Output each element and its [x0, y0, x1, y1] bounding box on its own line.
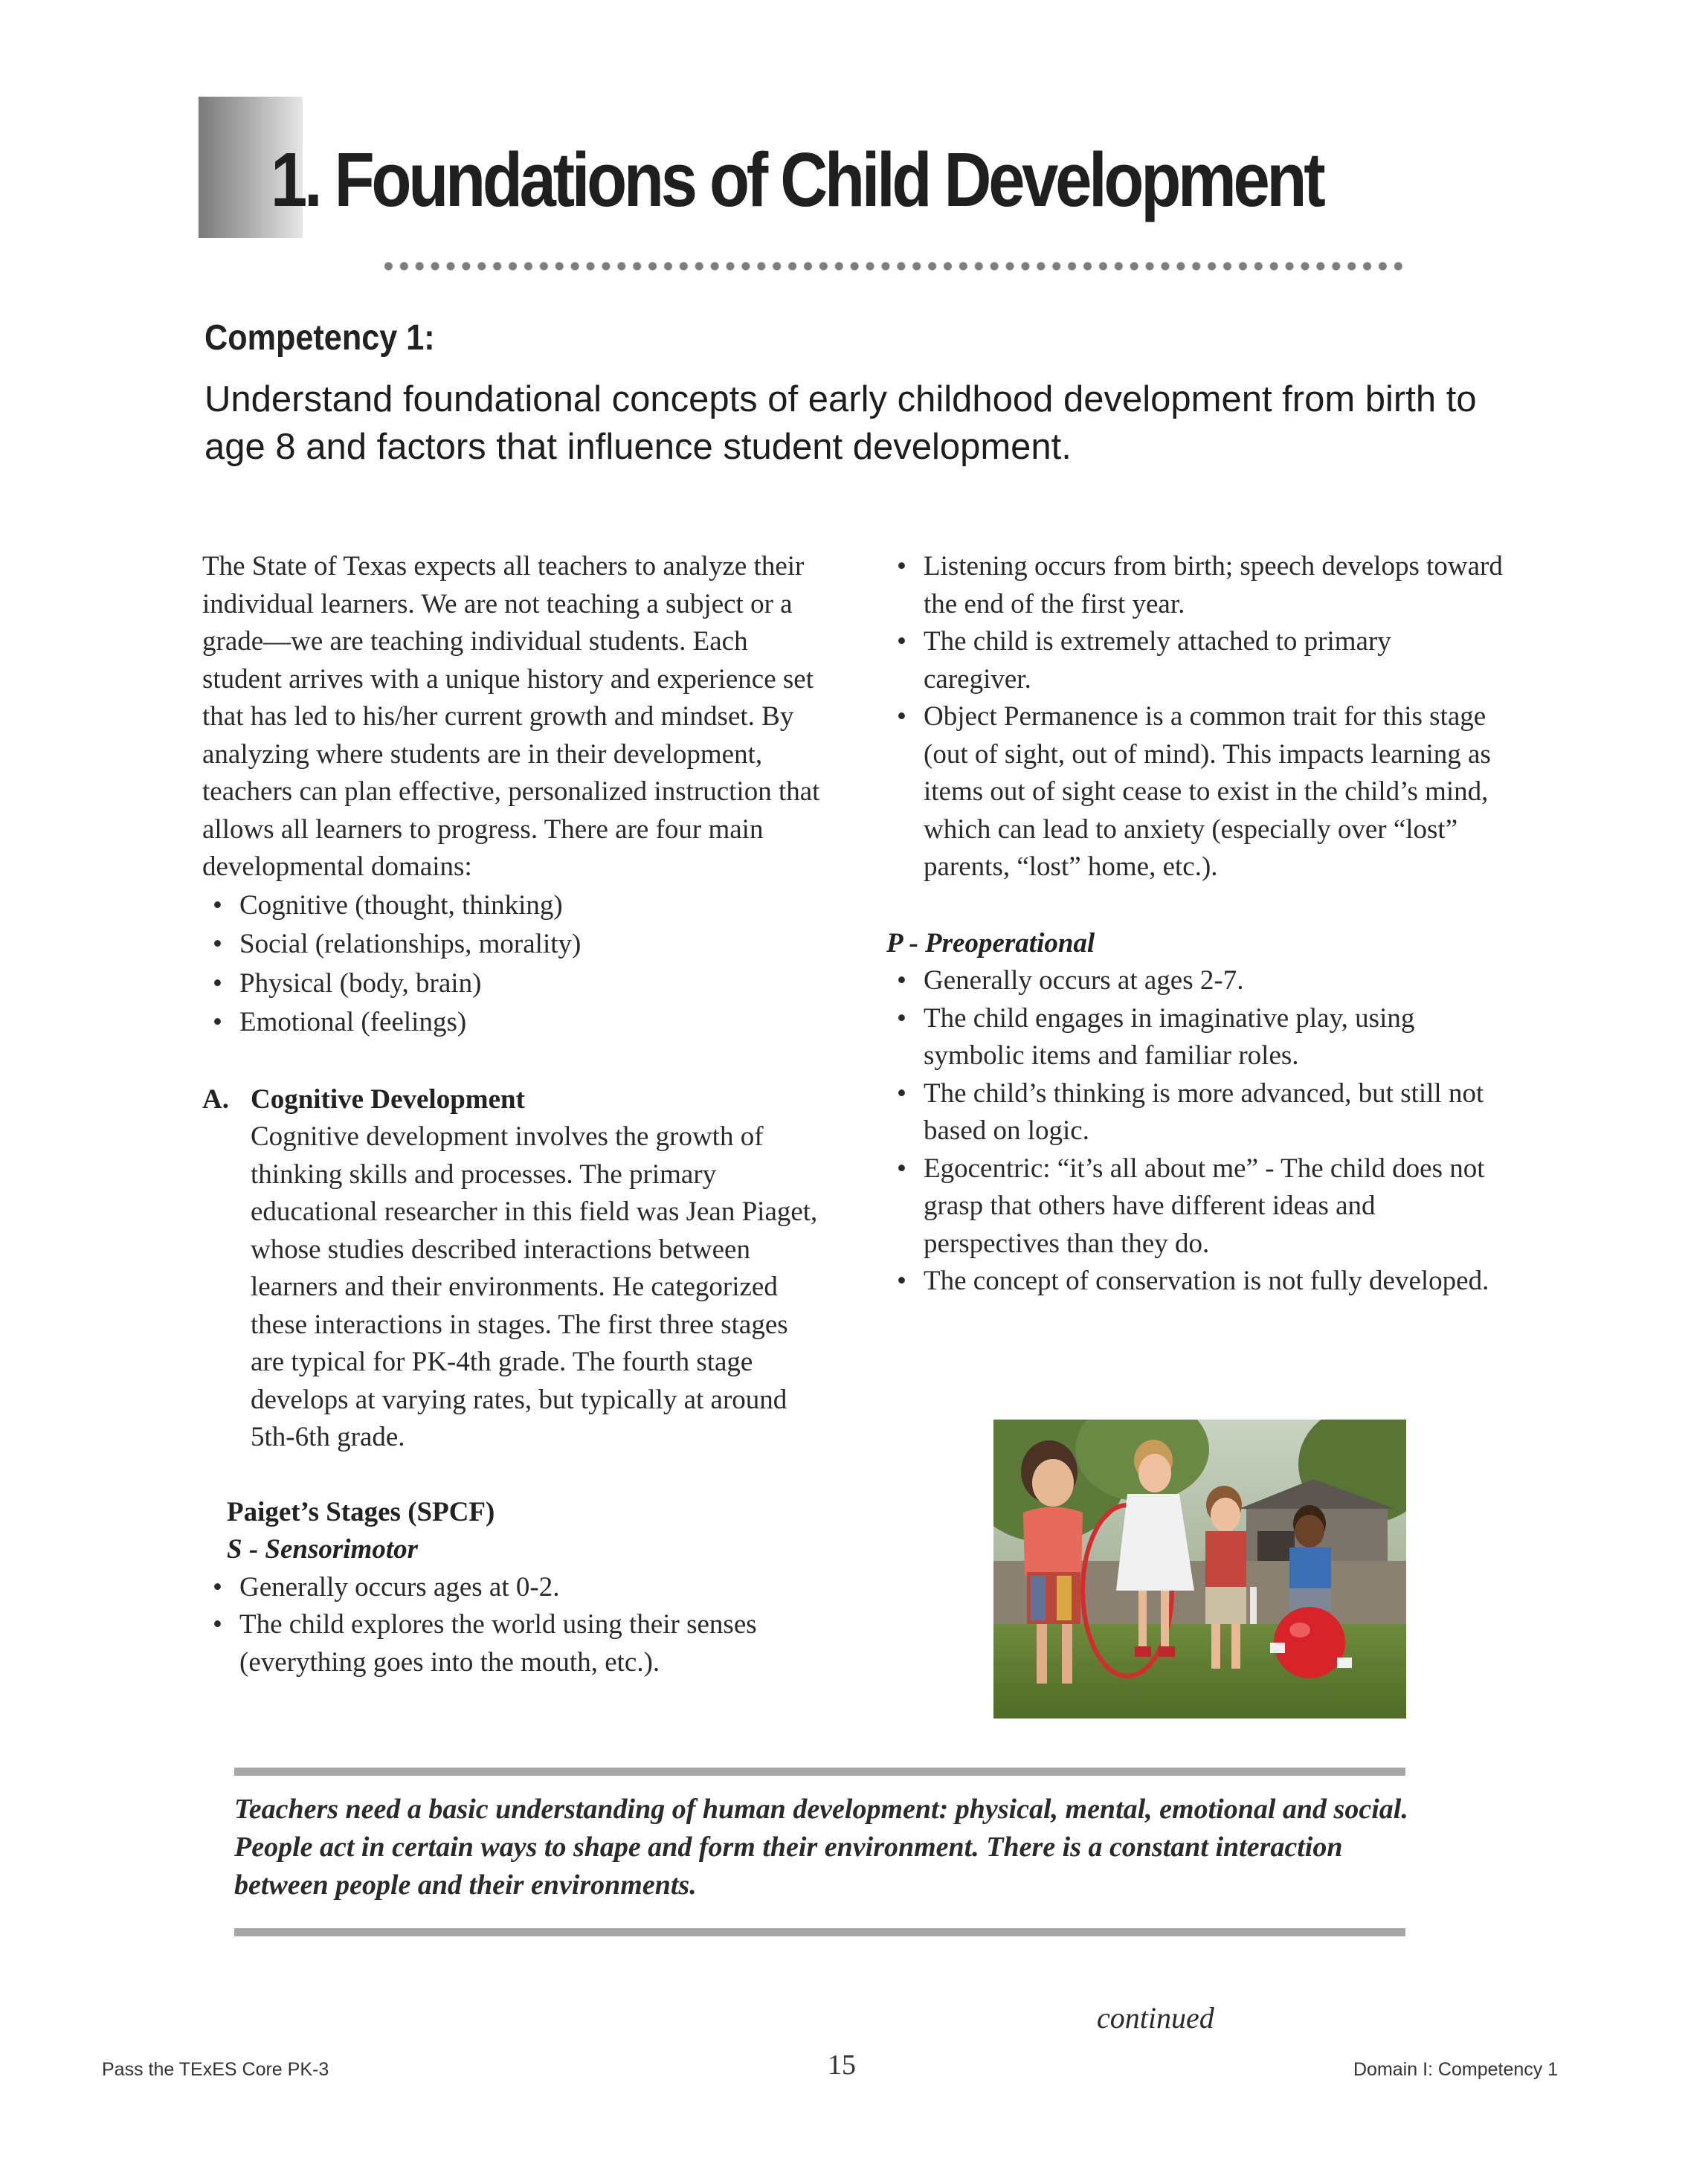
footer-section: Domain I: Competency 1 — [1353, 2059, 1559, 2080]
competency-statement: Understand foundational concepts of early childhood development from birth to age 8 and factors that influence student development. — [204, 379, 1477, 467]
list-item: • Physical (body, brain) — [202, 964, 827, 1004]
preoperational-heading: P - Preoperational — [886, 927, 1095, 959]
stages-heading: Paiget’s Stages (SPCF) — [227, 1496, 495, 1527]
list-item: • Cognitive (thought, thinking) — [202, 886, 827, 926]
section-heading — [202, 1081, 827, 1119]
left-column — [202, 548, 827, 1681]
list-item: • Listening occurs from birth; speech develops toward the end of the first year. — [886, 548, 1504, 623]
page-number: 15 — [828, 2049, 856, 2081]
children-playing-photo — [993, 1420, 1406, 1718]
callout-text: Teachers need a basic understanding of human development: physical, mental, emotional and social. People act in certain ways to shape and form their environment. There is a constant interaction between people and their environments. — [234, 1794, 1408, 1901]
list-item: • Object Permanence is a common trait for this stage (out of sight, out of mind). This impacts learning as items out of sight cease to exist in the child’s mind, which can lead to anxiety (especially over “lost” parents, “lost” home, etc.). — [886, 698, 1504, 886]
preoperational-list — [886, 962, 1504, 1301]
sensorimotor-heading: S - Sensorimotor — [227, 1534, 419, 1565]
dotted-divider — [381, 261, 1407, 271]
callout-bottom-rule — [234, 1928, 1405, 1936]
callout-top-rule — [234, 1768, 1405, 1776]
list-item: • Generally occurs at ages 2-7. — [886, 962, 1504, 1000]
sensorimotor-list — [202, 1569, 827, 1682]
intro-paragraph: The State of Texas expects all teachers to analyze their individual learners. We are not teaching a subject or a grade—we are teaching individual students. Each student arrives with a unique history and experience set that has led to his/her current growth and mindset. By analyzing where students are in their development, teachers can plan effective, personalized instruction that allows all learners to progress. There are four main developmental domains: — [202, 551, 820, 882]
list-item: • Emotional (feelings) — [202, 1003, 827, 1043]
list-item: • The child is extremely attached to primary caregiver. — [886, 623, 1504, 698]
list-item: • The concept of conservation is not fully developed. — [886, 1263, 1504, 1301]
list-item: • The child explores the world using their senses (everything goes into the mouth, etc.). — [202, 1606, 827, 1681]
sensorimotor-list-continued — [886, 548, 1504, 886]
domains-list — [202, 886, 827, 1043]
continued-label: continued — [1097, 2001, 1214, 2035]
chapter-title: 1. Foundations of Child Development — [271, 137, 1323, 222]
section-letter: A. — [202, 1083, 229, 1115]
list-item: • Social (relationships, morality) — [202, 925, 827, 964]
list-item: • Generally occurs ages at 0-2. — [202, 1569, 827, 1607]
section-body: Cognitive development involves the growth of thinking skills and processes. The primary educational researcher in this field was Jean Piaget, whose studies described interactions between learners and their environments. He categorized these interactions in stages. The first three stages are typical for PK-4th grade. The fourth stage develops at varying rates, but typically at around 5th-6th grade. — [251, 1121, 818, 1452]
list-item: • Egocentric: “it’s all about me” - The child does not grasp that others have different ideas and perspectives than they do. — [886, 1150, 1504, 1263]
section-title: Cognitive Development — [251, 1083, 525, 1115]
list-item: • The child engages in imaginative play, using symbolic items and familiar roles. — [886, 1000, 1504, 1075]
footer-book-title: Pass the TExES Core PK-3 — [102, 2059, 329, 2080]
list-item: • The child’s thinking is more advanced, but still not based on logic. — [886, 1075, 1504, 1150]
competency-label: Competency 1: — [204, 318, 435, 358]
right-column — [886, 548, 1504, 1301]
